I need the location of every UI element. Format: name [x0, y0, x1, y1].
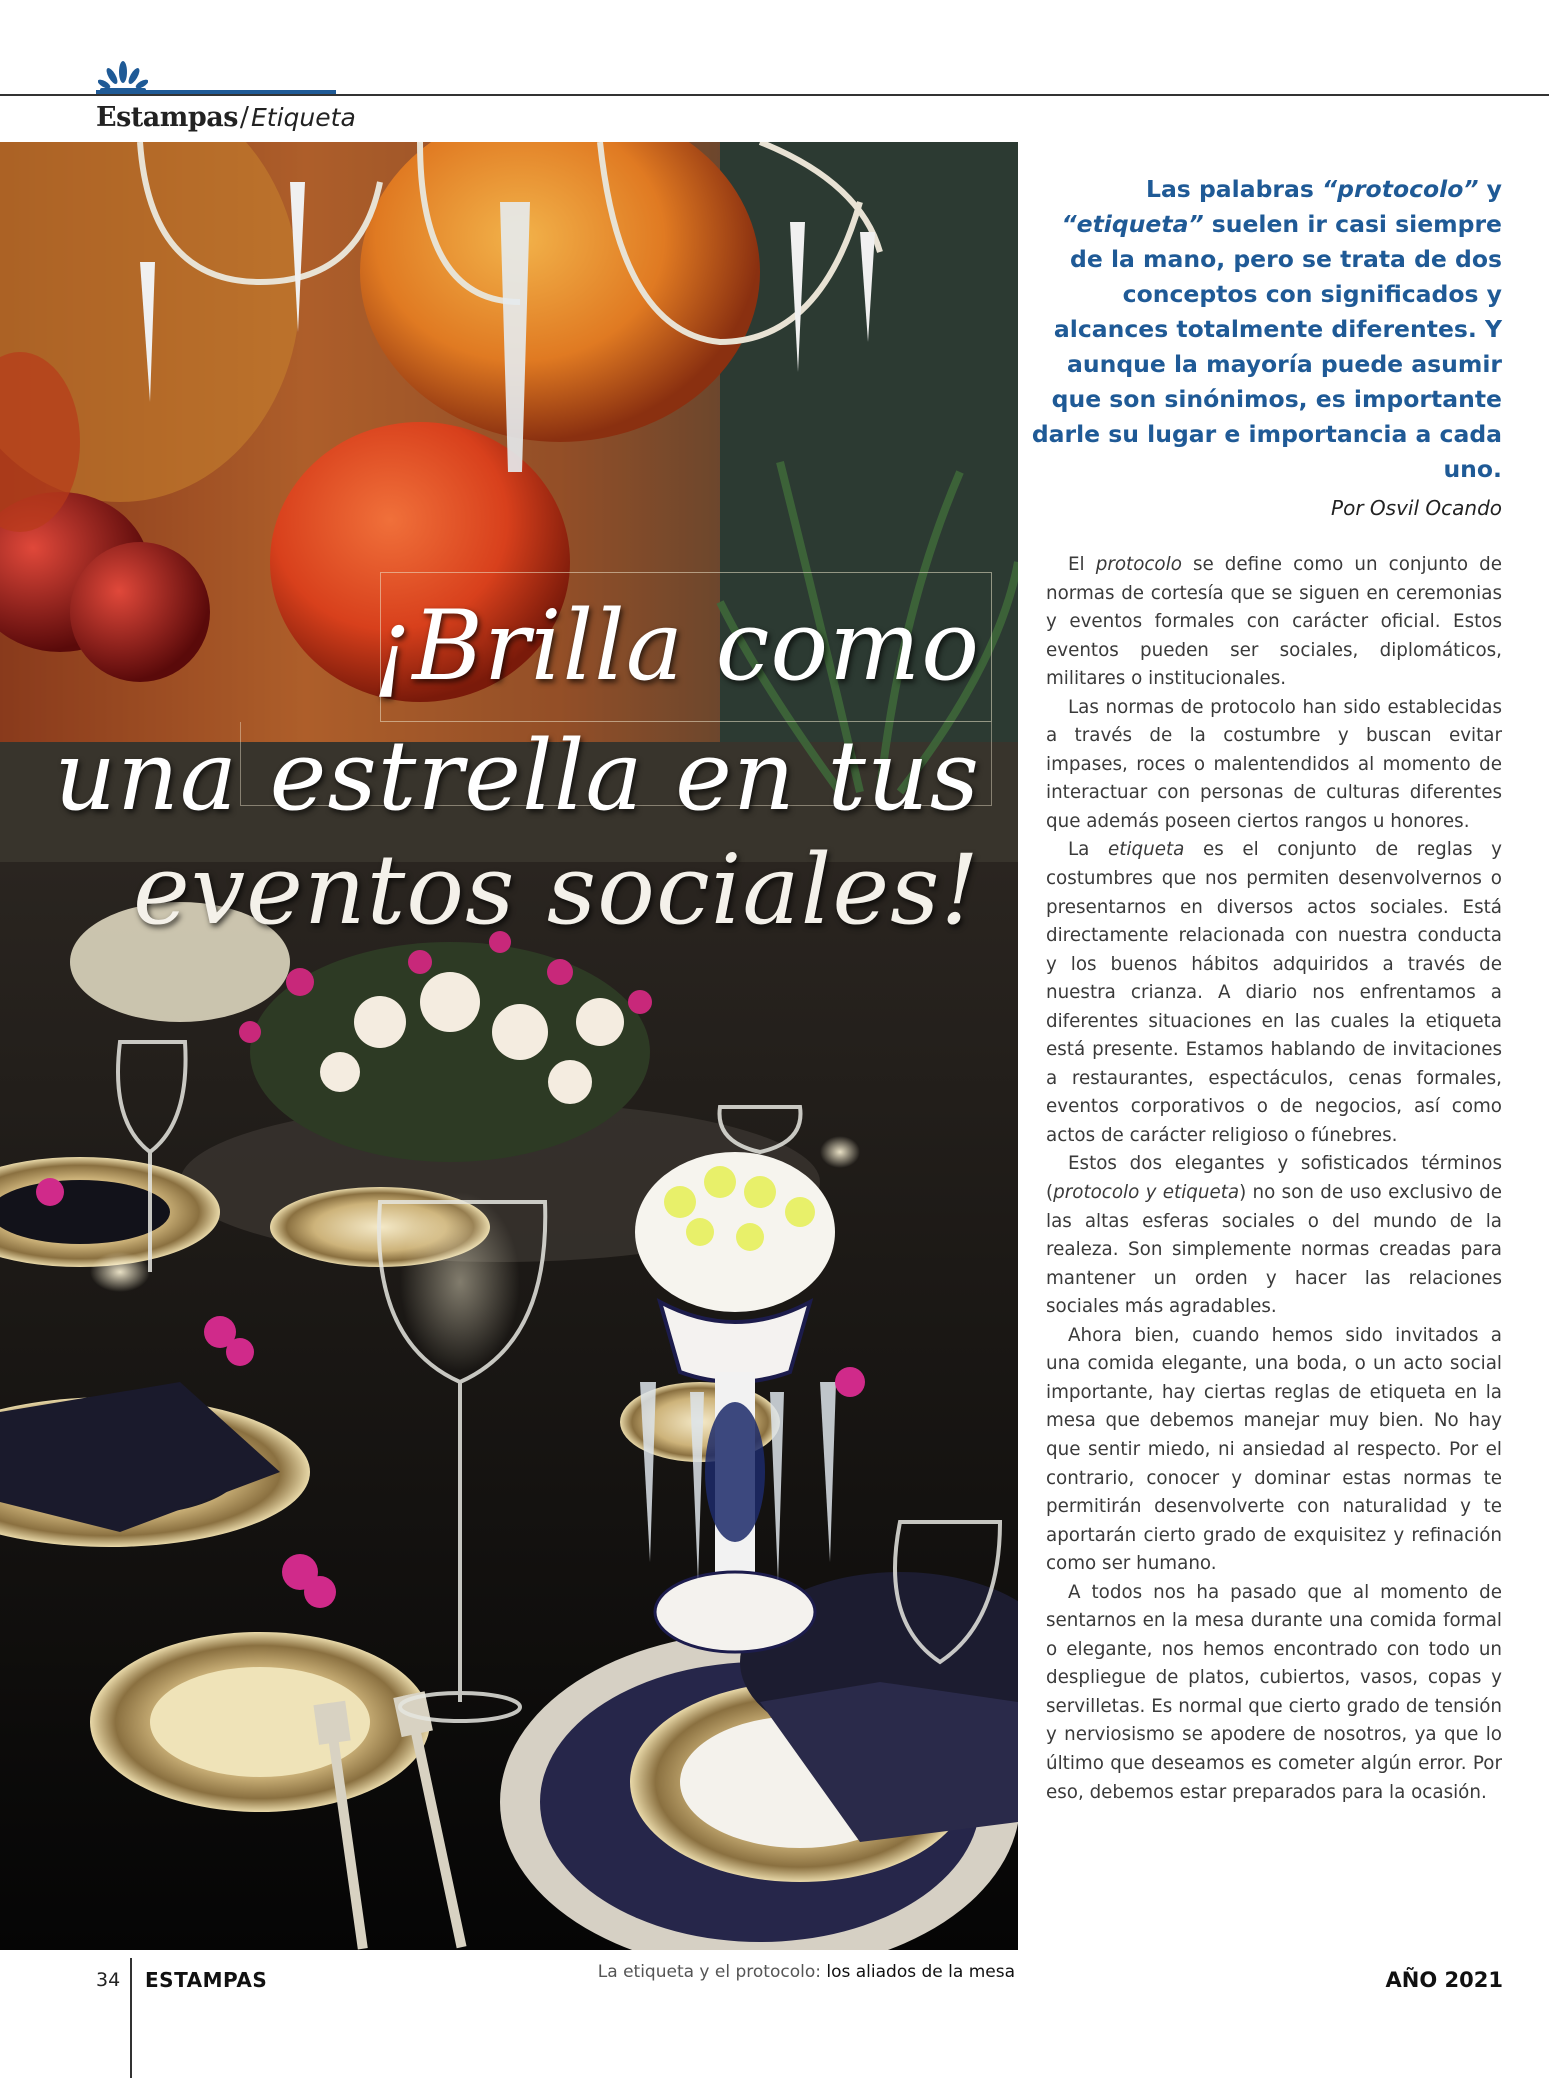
caption-text-1: La etiqueta y el protocolo: [597, 1962, 827, 1982]
body-p3-text-a: La [1068, 839, 1109, 861]
footer-magazine-name: ESTAMPAS [145, 1968, 268, 1992]
flourish-logo-icon [98, 60, 148, 94]
body-paragraph-3 [1046, 836, 1502, 1150]
body-p4-term: protocolo y etiqueta [1053, 1182, 1240, 1204]
body-p3-term: etiqueta [1108, 839, 1185, 861]
lead-text-1: Las palabras [1145, 175, 1323, 203]
author-byline: Por Osvil Ocando [1331, 496, 1502, 520]
lead-term-protocolo: “protocolo” [1322, 175, 1479, 203]
body-p1-text-b: se define como un conjunto de normas de cortesía que se siguen en ceremonias y eventos formales con carácter oficial. Estos eventos pueden ser sociales, diplomáticos, militares o institucionales. [1046, 554, 1502, 690]
caption-text-2: los aliados de la mesa [826, 1962, 1015, 1982]
body-paragraph-1 [1046, 551, 1502, 694]
page-number: 34 [96, 1969, 121, 1991]
headline-line-3: eventos sociales! [133, 834, 980, 946]
body-p3-text-b: es el conjunto de reglas y costumbres que nos permiten desenvolvernos o presentarnos en diversos actos sociales. Está directamente relacionada con nuestra conducta y los buenos hábitos adquiridos a través de nuestra crianza. A diario nos enfrentamos a diferentes situaciones en las cuales la etiqueta está presente. Estamos hablando de invitaciones a restaurantes, espectáculos, cenas formales, eventos corporativos o de negocios, así como actos de carácter religioso o fúnebres. [1046, 839, 1502, 1146]
body-p4-text-a: Estos dos elegantes y sofisticados términos ( [1046, 1153, 1502, 1204]
feature-photo [0, 142, 1018, 1950]
lead-text-2: y [1478, 175, 1502, 203]
headline-line-1: ¡Brilla como [372, 590, 980, 702]
footer-divider [130, 1958, 132, 2078]
section-slash: / [239, 102, 249, 133]
subsection-name: Etiqueta [251, 103, 356, 132]
lead-text-3: suelen ir casi siempre de la mano, pero se trata de dos conceptos con significados y alcances totalmente diferentes. Y aunque la mayoría puede asumir que son sinónimos, es importante darle su lugar e importancia a cada uno. [1031, 210, 1502, 483]
body-paragraph-6: A todos nos ha pasado que al momento de sentarnos en la mesa durante una comida formal o elegante, nos hemos encontrado con todo un despliegue de platos, cubiertos, vasos, copas y servilletas. Es normal que cierto grado de tensión y nerviosismo se apodere de nosotros, ya que lo último que deseamos es cometer algún error. Por eso, debemos estar preparados para la ocasión. [1046, 1581, 1502, 1803]
section-name: Estampas [96, 102, 238, 133]
section-label [96, 102, 356, 133]
body-p1-term: protocolo [1095, 554, 1182, 575]
body-p4-text-b: ) no son de uso exclusivo de las altas esferas sociales o del mundo de la realeza. Son simplemente normas creadas para mantener un orden y hacer las relaciones sociales más agradables. [1046, 1182, 1502, 1318]
headline-line-2: una estrella en tus [54, 720, 980, 832]
lead-paragraph [1030, 172, 1502, 487]
table-setting-illustration [0, 142, 1018, 1950]
header-rule [0, 94, 1549, 96]
article-body [1046, 551, 1502, 1807]
lead-term-etiqueta: “etiqueta” [1061, 210, 1204, 238]
body-p1-text-a: El [1068, 554, 1096, 575]
photo-caption [598, 1962, 1015, 1982]
body-paragraph-4 [1046, 1150, 1502, 1321]
body-paragraph-2: Las normas de protocolo han sido establecidas a través de la costumbre y buscan evitar impases, roces o malentendidos al momento de interactuar con personas de culturas diferentes que además poseen ciertos rangos u honores. [1046, 696, 1502, 832]
footer-year: AÑO 2021 [1385, 1968, 1503, 1992]
body-paragraph-5: Ahora bien, cuando hemos sido invitados a una comida elegante, una boda, o un acto social importante, hay ciertas reglas de etiqueta en la mesa que debemos manejar muy bien. No hay que sentir miedo, ni ansiedad al respecto. Por el contrario, conocer y dominar estas normas te permitirán desenvolverte con naturalidad y te aportarán cierto grado de exquisitez y refinación como ser humano. [1046, 1324, 1502, 1575]
